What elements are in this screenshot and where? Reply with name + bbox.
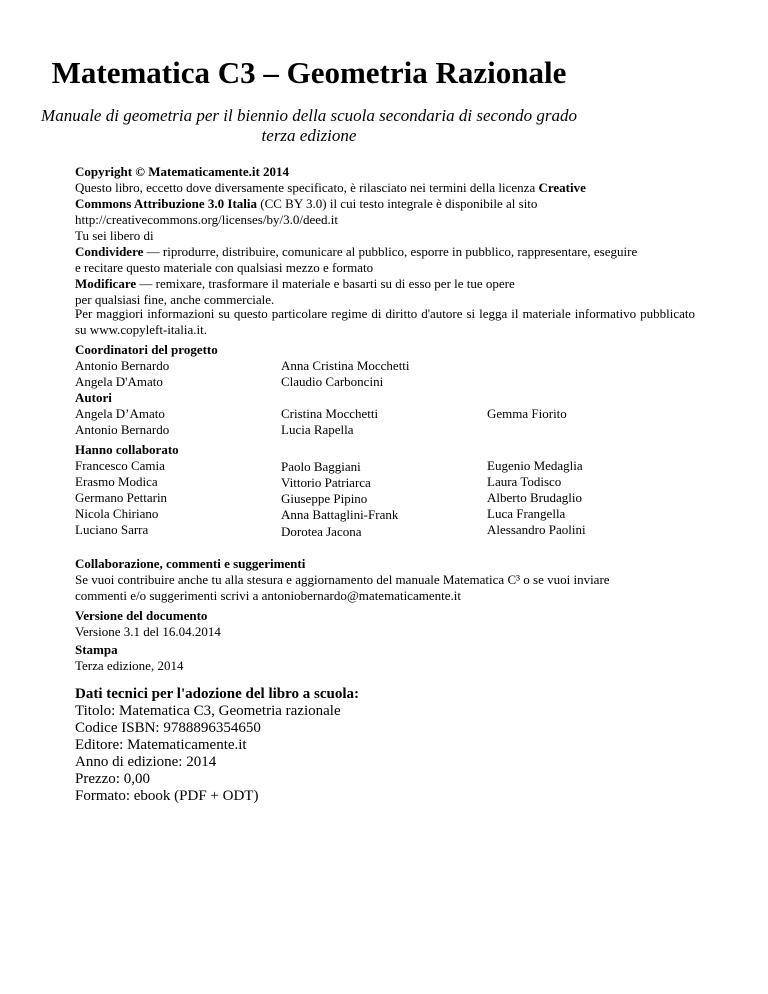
subtitle-line-1: Manuale di geometria per il biennio della scuola secondaria di secondo grado [41,106,577,125]
version-heading: Versione del documento [75,608,208,623]
person-name: Angela D’Amato [75,406,165,421]
person-name: Lucia Rapella [281,422,354,437]
info-paragraph: Per maggiori informazioni su questo particolare regime di diritto d'autore si legga il materiale informativo pubblicato su www.copyleft-italia.it. [75,306,695,337]
person-name: Antonio Bernardo [75,358,170,373]
person-name: Dorotea Jacona [281,524,362,539]
license-text: Questo libro, eccetto dove diversamente specificato, è rilasciato nei termini della licenza [75,180,539,195]
print-section [75,642,695,674]
license-text-2: (CC BY 3.0) il cui testo integrale è disponibile al sito [257,196,538,211]
collaborators-heading: Hanno collaborato [75,442,179,457]
authors-col-2 [281,406,378,438]
person-name: Anna Battaglini-Frank [281,507,399,522]
authors-col-1 [75,406,169,438]
collaboration-heading: Collaborazione, commenti e suggerimenti [75,556,306,571]
share-line-1 [75,244,695,260]
modify-description: — remixare, trasformare il materiale e basarti su di esso per le tue opere [136,276,515,291]
person-name: Gemma Fiorito [487,406,567,421]
authors-heading: Autori [75,390,112,405]
tech-heading: Dati tecnici per l'adozione del libro a scuola: [75,686,360,702]
free-to-label: Tu sei libero di [75,228,154,243]
person-name: Nicola Chiriano [75,506,159,521]
modify-term: Modificare [75,276,137,291]
person-name: Luca Frangella [487,506,566,521]
collaborators-col-3 [487,458,586,538]
tech-line: Editore: Matematicamente.it [75,737,247,753]
modify-line-2: per qualsiasi fine, anche commerciale. [75,292,275,307]
person-name: Eugenio Medaglia [487,458,583,473]
share-description: — riprodurre, distribuire, comunicare al pubblico, esporre in pubblico, rappresentare, eseguire [143,244,638,259]
print-text: Terza edizione, 2014 [75,658,184,673]
person-name: Alessandro Paolini [487,522,586,537]
coordinators-col-1 [75,358,169,390]
tech-line: Prezzo: 0,00 [75,771,150,787]
license-name-part2: Commons Attribuzione 3.0 Italia [75,196,257,211]
share-line-2: e recitare questo materiale con qualsiasi mezzo e formato [75,260,374,275]
person-name: Giuseppe Pipino [281,491,368,506]
coordinators-heading: Coordinatori del progetto [75,342,218,357]
coordinators-col-2 [281,358,410,390]
person-name: Luciano Sarra [75,522,149,537]
modify-line-1 [75,276,695,292]
collaboration-line-2: commenti e/o suggerimenti scrivi a antoniobernardo@matematicamente.it [75,588,461,603]
person-name: Antonio Bernardo [75,422,170,437]
page-title: Matematica C3 – Geometria Razionale [51,55,567,90]
share-term: Condividere [75,244,144,259]
tech-line: Formato: ebook (PDF + ODT) [75,788,259,804]
collaboration-section [75,556,695,604]
person-name: Germano Pettarin [75,490,168,505]
tech-line: Anno di edizione: 2014 [75,754,217,770]
license-name-part1: Creative [538,180,586,195]
person-name: Claudio Carboncini [281,374,384,389]
copyright-section [75,164,695,308]
person-name: Alberto Brudaglio [487,490,582,505]
license-url: http://creativecommons.org/licenses/by/3.0/deed.it [75,212,338,227]
person-name: Anna Cristina Mocchetti [281,358,410,373]
person-name: Angela D'Amato [75,374,163,389]
subtitle-line-2: terza edizione [261,126,357,145]
license-line-1 [75,180,695,196]
collaboration-line-1: Se vuoi contribuire anche tu alla stesura e aggiornamento del manuale Matematica C³ o se vuoi inviare [75,572,610,587]
subtitle [0,106,693,146]
version-text: Versione 3.1 del 16.04.2014 [75,624,221,639]
person-name: Vittorio Patriarca [281,475,371,490]
authors-col-3 [487,406,567,422]
tech-data-section [75,686,359,805]
license-line-2 [75,196,695,212]
collaborators-col-1 [75,458,167,538]
collaborators-col-2 [281,459,398,540]
person-name: Erasmo Modica [75,474,158,489]
person-name: Francesco Camia [75,458,165,473]
print-heading: Stampa [75,642,118,657]
person-name: Cristina Mocchetti [281,406,379,421]
person-name: Paolo Baggiani [281,459,361,474]
copyright-heading: Copyright © Matematicamente.it 2014 [75,164,290,179]
version-section [75,608,695,640]
person-name: Laura Todisco [487,474,562,489]
tech-line: Codice ISBN: 9788896354650 [75,720,261,736]
tech-line: Titolo: Matematica C3, Geometria razionale [75,703,341,719]
